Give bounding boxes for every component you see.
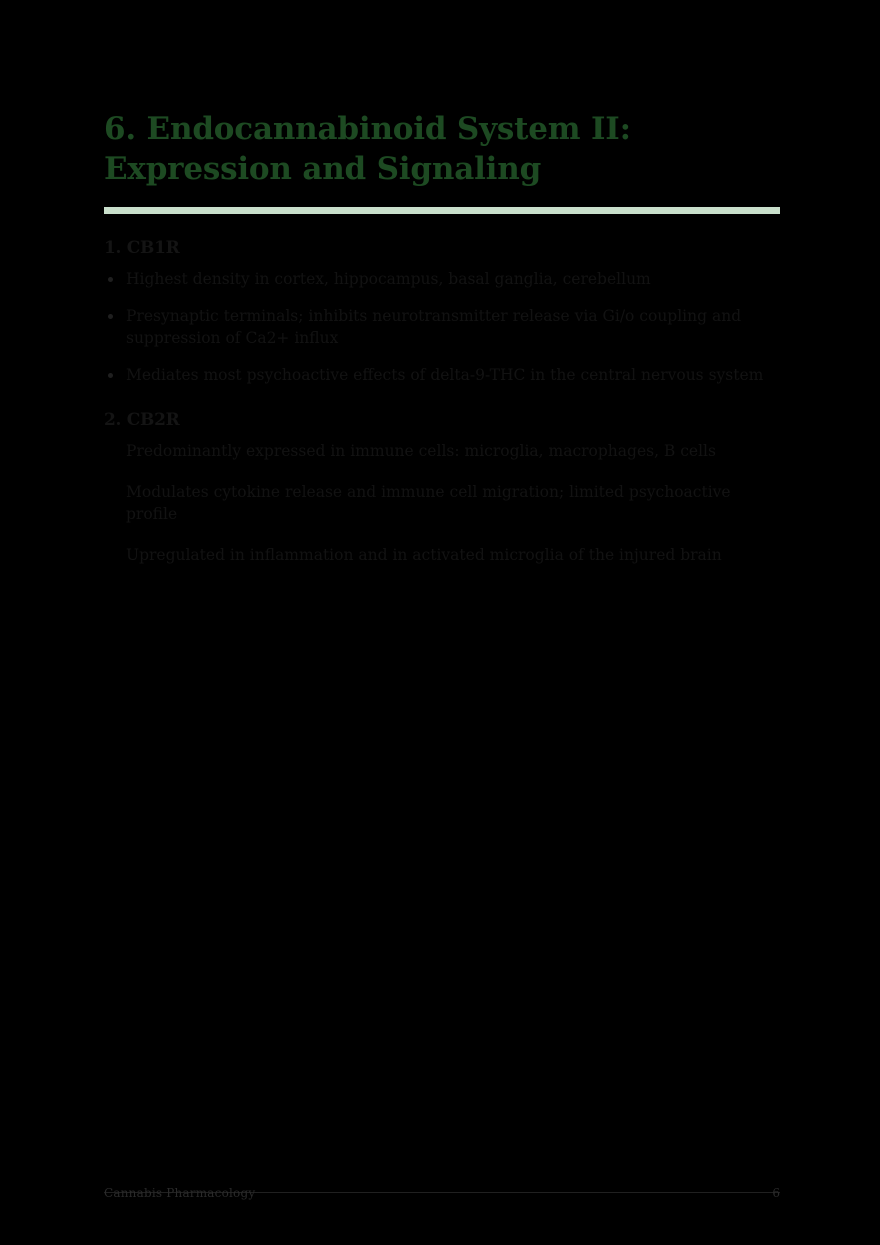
page-number: 6 [772, 1186, 780, 1200]
section-heading: 2. CB2R [104, 410, 180, 431]
page-content [104, 110, 780, 584]
title-divider [104, 207, 780, 214]
page-footer [104, 1186, 780, 1200]
section-cb2r [104, 410, 780, 566]
list-item: Predominantly expressed in immune cells: microglia, macrophages, B cells [126, 442, 716, 461]
page-title: 6. Endocannabinoid System II: Expression and Signaling [104, 111, 631, 187]
section-cb1r [104, 238, 780, 386]
list-item: Modulates cytokine release and immune cell migration; limited psychoactive profile [126, 482, 731, 524]
footer-label: Cannabis Pharmacology [104, 1186, 256, 1200]
list-item: Upregulated in inflammation and in activated microglia of the injured brain [126, 545, 722, 564]
section-heading: 1. CB1R [104, 238, 180, 259]
section-bullet-list [104, 440, 780, 566]
list-item: Mediates most psychoactive effects of delta-9-THC in the central nervous system [104, 364, 780, 386]
list-item: Presynaptic terminals; inhibits neurotransmitter release via Gi/o coupling and suppression of Ca2+ influx [104, 305, 780, 350]
section-bullet-list [104, 268, 780, 386]
list-item: Highest density in cortex, hippocampus, basal ganglia, cerebellum [104, 268, 780, 290]
